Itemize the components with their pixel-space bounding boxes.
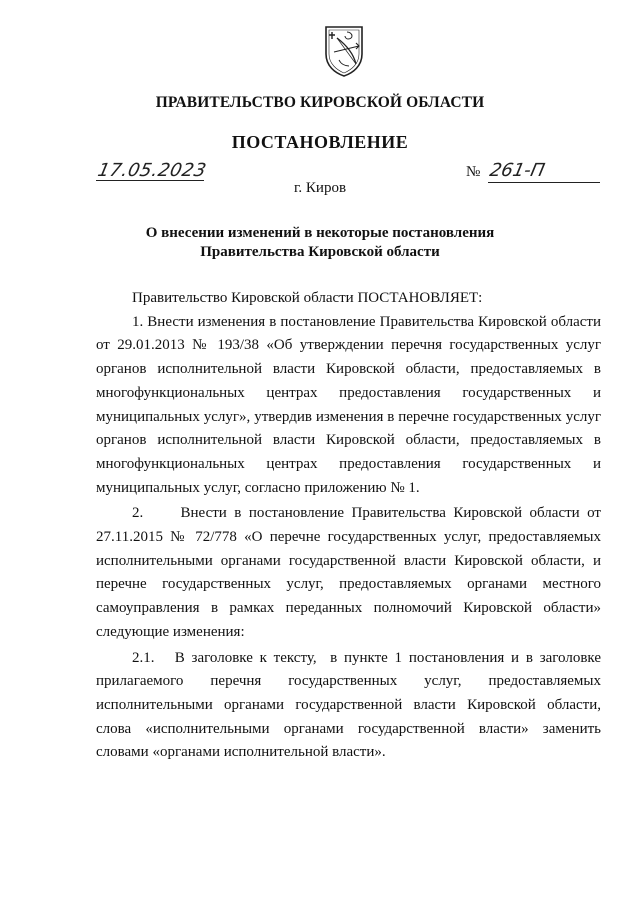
paragraph-item-1: 1. Внести изменения в постановление Правительства Кировской области от 29.01.2013 № 193/38 «Об утверждении перечня государственных услуг органов исполнительной власти Кировской области, предоставляемых в многофункциональных центрах предоставления государственных и муниципальных услуг», утвердив изменения в перечне государственных услуг органов исполнительной власти Кировской области, предоставляемых в многофункциональных центрах предоставления государственных и муниципальных услуг, согласно приложению № 1. [96,313,601,496]
document-subject [0,224,640,262]
city: г. Киров [293,180,347,196]
document-type: ПОСТАНОВЛЕНИЕ [231,132,409,152]
enacting-clause: Правительство Кировской области ПОСТАНОВЛЯЕТ: [132,290,483,306]
paragraph-item-2: 2. Внести в постановление Правительства Кировской области от 27.11.2015 № 72/778 «О перечне государственных услуг, предоставляемых исполнительными органами государственной власти Кировской области, и перечне государственных услуг, предоставляемых органами местного самоуправления в рамках переданных полномочий Кировской области» следующие изменения: [96,505,601,640]
paragraph-item-2-1: 2.1. В заголовке к тексту, в пункте 1 постановления и в заголовке прилагаемого перечня государственных услуг, предоставляемых исполнительными органами государственной власти Кировской области, слова «исполнительными органами государственной власти» заменить словами «органами исполнительной власти». [96,649,601,761]
number-label: № [466,164,481,180]
issuing-authority: ПРАВИТЕЛЬСТВО КИРОВСКОЙ ОБЛАСТИ [155,94,485,111]
subject-line-2: Правительства Кировской области [200,244,440,260]
document-body [96,287,601,765]
kirov-coat-of-arms-icon [323,24,365,78]
number-handwritten: 261-П [487,160,547,181]
date-handwritten: 17.05.2023 [95,160,209,181]
subject-line-1: О внесении изменений в некоторые постановления [145,225,495,241]
